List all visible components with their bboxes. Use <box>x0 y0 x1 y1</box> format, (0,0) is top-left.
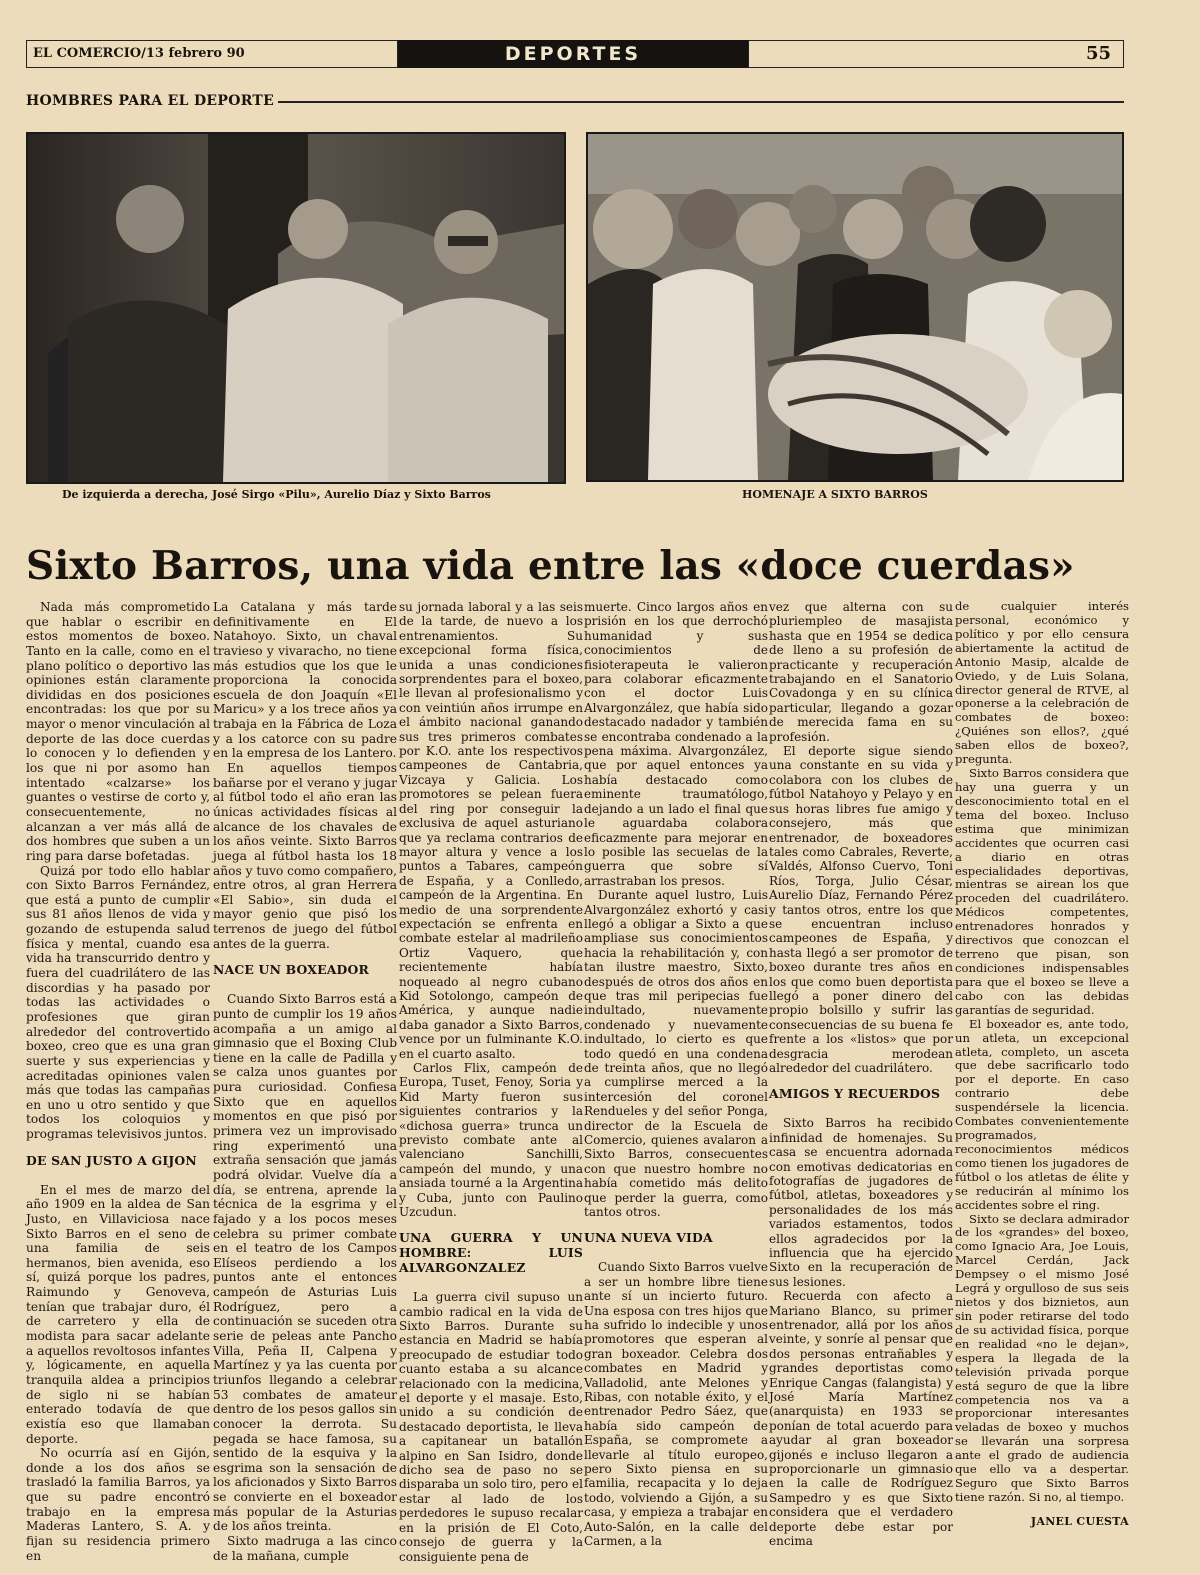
section-title: HOMBRES PARA EL DEPORTE <box>26 92 278 110</box>
paper-date: EL COMERCIO/13 febrero 90 <box>26 40 398 68</box>
paragraph: Nada más comprometido que hablar o escribir en estos momentos de boxeo. Tanto en la calle, como en el plano político o deportivo las opiniones están claramente divididas en dos posiciones encontradas: los que por su mayor o menor vinculación al deporte de las doce cuerdas lo conocen y lo defienden y los que ni por asomo han intentado «calzarse» los guantes o vestirse de corto y, consecuentemente, no alcanzan a ver más allá de dos hombres que suben a un ring para darse bofetadas. <box>26 600 210 863</box>
paragraph: Carlos Flix, campeón de Europa, Tuset, Fenoy, Soria y Kid Marty fueron sus siguientes contrarios y la «dichosa guerra» trunca un previsto combate ante al valenciano Sanchilli, campeón del mundo, y una ansiada tourné a la Argentina y Cuba, junto con Paulino Uzcudun. <box>399 1061 583 1220</box>
paragraph: La guerra civil supuso un cambio radical en la vida de Sixto Barros. Durante su estancia en Madrid se había preocupado de estudiar todo cuanto estaba a su alcance relacionado con la medicina, el deporte y el masaje. Esto, unido a su condición de destacado deportista, le lleva a capitanear un batallón alpino en San Isidro, donde dicho sea de paso no se disparaba un solo tiro, pero el estar al lado de los perdedores le supuso recalar en la prisión de El Coto, consejo de guerra y la consiguiente pena de <box>399 1290 583 1564</box>
photo-three-men <box>26 132 566 484</box>
subheading: NACE UN BOXEADOR <box>213 962 369 978</box>
page-number: 55 <box>748 40 1124 68</box>
paragraph: En aquellos tiempos bañarse por el verano y jugar al fútbol todo el año eran las únicas actividades físicas al alcance de los chavales de los años veinte. Sixto Barros juega al fútbol hasta los 18 años y tuvo como compañero, entre otros, al gran Herrera «El Sabio», sin duda el mayor genio que pisó los terrenos de juego del fútbol antes de la guerra. <box>213 761 398 951</box>
paragraph: Sixto Barros ha recibido infinidad de homenajes. Su casa se encuentra adornada con emotivas dedicatorias en fotografías de jugadores de fútbol, atletas, boxeadores y personalidades de los más variados estamentos, todos ellos agradecidos por la influencia que ha ejercido Sixto en la recuperación de sus lesiones. <box>769 1116 953 1289</box>
paragraph: de cualquier interés personal, económico y político y por ello censura abiertamente la actitud de Antonio Masip, alcalde de Oviedo, y de Luis Solana, director general de RTVE, al oponerse a la celebración de combates de boxeo: ¿Quiénes son ellos?, ¿qué saben ellos de boxeo?, pregunta. <box>955 599 1129 767</box>
paragraph: Quizá por todo ello hablar con Sixto Barros Fernández, que está a punto de cumplir sus 81 años llenos de vida y gozando de estupenda salud física y mental, cuando esa vida ha transcurrido dentro y fuera del cuadrilátero de las discordias y ha pasado por todas las actividades o profesiones que giran alrededor del controvertido boxeo, creo que es una gran suerte y sus experiencias y acreditadas opiniones valen más que todas las campañas en uno u otro sentido y que todos los coloquios y programas televisivos juntos. <box>26 863 210 1142</box>
article-column-6 <box>955 600 1129 1529</box>
paragraph: El boxeador es, ante todo, un atleta, un excepcional atleta, completo, un asceta que debe sacrificarlo todo por el deporte. En caso contrario debe suspendérsele la licencia. Combates convenientemente programados, reconocimientos médicos como tienen los jugadores de fútbol o los atletas de élite y se reducirán al mínimo los accidentes sobre el ring. <box>955 1016 1129 1212</box>
photo-three-men-image <box>28 134 564 482</box>
article-headline: Sixto Barros, una vida entre las «doce cuerdas» <box>26 543 1075 589</box>
paragraph: muerte. Cinco largos años en prisión en los que derrochó humanidad y sus conocimientos de fisioterapeuta le valieron para colaborar eficazmente con el doctor Luis Alvargonzález, que había sido destacado nadador y también se encontraba condenado a la pena máxima. Alvargonzález, que por aquel entonces ya había destacado como eminente traumatólogo, dejando a un lado el final que le aguardaba colabora eficazmente para mejorar en lo posible las secuelas de la guerra que sobre sí arrastraban los presos. <box>584 600 768 888</box>
caption-right: HOMENAJE A SIXTO BARROS <box>742 488 928 501</box>
section-banner: DEPORTES <box>398 40 748 68</box>
article-column-2 <box>213 600 397 1563</box>
paragraph: Sixto Barros considera que hay una guerra y un desconocimiento total en el tema del boxeo. Incluso estima que minimizan accidentes que ocurren casi a diario en otras especialidades deportivas, mientras se airean los que proceden del cuadrilátero. Médicos competentes, entrenadores honrados y directivos que conozcan el terreno que pisan, son condiciones indispensables para que el boxeo se lleve a cabo con las debidas garantías de seguridad. <box>955 766 1129 1017</box>
subheading: UNA GUERRA Y UN HOMBRE: LUIS ALVARGONZALEZ <box>399 1230 583 1276</box>
paragraph: Sixto madruga a las cinco de la mañana, cumple <box>213 1533 397 1563</box>
article-column-4 <box>584 600 768 1549</box>
paragraph: En el mes de marzo del año 1909 en la aldea de San Justo, en Villaviciosa nace Sixto Barros en el seno de una familia de seis hermanos, bien avenida, eso sí, quizá porque los padres, Raimundo y Genoveva, tenían que trabajar duro, él de carretero y ella de modista para sacar adelante a aquellos revoltosos infantes y, lógicamente, en aquella tranquila aldea a principios de siglo ni se habían enterado todavía de que existía eso que llamaban deporte. <box>26 1182 210 1446</box>
paragraph: Durante aquel lustro, Luis Alvargonzález exhortó y casi llegó a obligar a Sixto a que ampliase sus conocimientos hacia la rehabilitación y, con tan ilustre maestro, Sixto, después de otros dos años en que tras mil peripecias fue indultado, nuevamente condenado y nuevamente indultado, lo cierto es que todo quedó en una condena de treinta años, que no llegó a cumplirse merced a la intercesión del coronel Rendueles y del señor Ponga, director de la Escuela de Comercio, quienes avalaron a Sixto Barros, consecuentes con que nuestro hombre no había cometido más delito que perder la guerra, como tantos otros. <box>584 888 768 1220</box>
paragraph: Sixto se declara admirador de los «grandes» del boxeo, como Ignacio Ara, Joe Louis, Marcel Cerdán, Jack Dempsey o el mismo José Legrá y orgulloso de sus seis nietos y dos biznietos, aun sin poder retirarse del todo de su actividad física, porque en realidad «no le dejan», espera la llegada de la televisión privada porque está seguro de que la libre competencia nos va a proporcionar interesantes veladas de boxeo y muchos se llevarán una sorpresa ante el grado de audiencia que ello va a despertar. Seguro que Sixto Barros tiene razón. Si no, al tiempo. <box>955 1211 1129 1504</box>
photo-homenaje-image <box>588 134 1122 480</box>
byline: JANEL CUESTA <box>1030 1514 1129 1528</box>
paragraph: su jornada laboral y a las seis de la tarde, de nuevo a los entrenamientos. Su excepcional forma física, unida a unas condiciones sorprendentes para el boxeo, le llevan al profesionalismo y con veintiún años irrumpe en el ámbito nacional ganando sus tres primeros combates por K.O. ante los respectivos campeones de Cantabria, Vizcaya y Galicia. Los promotores se pelean fuera del ring por conseguir la exclusiva de aquel asturiano que ya reclama contrarios de mayor altura y vence a los puntos a Tabares, campeón de España, y a Conlledo, campeón de la Argentina. En medio de una sorprendente expectación se enfrenta en combate estelar al madrileño Ortiz Vaquero, que recientemente había noqueado al negro cubano Kid Sotolongo, campeón de América, y aunque nadie daba ganador a Sixto Barros, vence por un fulminante K.O. en el cuarto asalto. <box>399 600 583 1061</box>
subheading: DE SAN JUSTO A GIJON <box>26 1152 197 1168</box>
paragraph: Cuando Sixto Barros vuelve a ser un hombre libre tiene ante sí un incierto futuro. Una esposa con tres hijos que ha sufrido lo indecible y unos promotores que esperan al gran boxeador. Celebra dos combates en Madrid y Valladolid, ante Melones y Ribas, con notable éxito, y el entrenador Pedro Sáez, que había sido campeón de España, se compromete a llevarle al título europeo, pero Sixto piensa en su familia, recapacita y lo deja todo, volviendo a Gijón, a su casa, y empieza a trabajar en Auto-Salón, en la calle del Carmen, a la <box>584 1260 768 1549</box>
paragraph: Cuando Sixto Barros está a punto de cumplir los 19 años acompaña a un amigo al gimnasio que el Boxing Club tiene en la calle de Padilla y se calza unos guantes por pura curiosidad. Confiesa Sixto que en aquellos momentos en que pisó por primera vez un improvisado ring experimentó una extraña sensación que jamás podrá olvidar. Vuelve día a día, se entrena, aprende la técnica de la esgrima y el fajado y a los pocos meses celebra su primer combate en el teatro de los Campos Elíseos perdiendo a los puntos ante el entonces campeón de Asturias Luis Rodríguez, pero a continuación se suceden otra serie de peleas ante Pancho Villa, Peña II, Calpena y Martínez y ya las cuenta por triunfos llegando a celebrar 53 combates de amateur dentro de los pesos gallos sin conocer la derrota. Su pegada se hace famosa, su sentido de la esquiva y la esgrima son la sensación de los aficionados y Sixto Barros se convierte en el boxeador más popular de la Asturias de los años treinta. <box>213 992 397 1534</box>
paragraph: La Catalana y más tarde definitivamente en El Natahoyo. Sixto, un chaval travieso y vivaracho, no tiene más estudios que los que le proporciona la conocida escuela de don Joaquín «El Maricu» y a los trece años ya trabaja en la Fábrica de Loza y a los catorce con su padre en la empresa de los Lantero. <box>213 600 397 761</box>
article-column-5 <box>769 600 953 1549</box>
page-header <box>26 40 1124 70</box>
subheading: AMIGOS Y RECUERDOS <box>769 1086 941 1102</box>
subheading: UNA NUEVA VIDA <box>584 1230 713 1246</box>
article-column-1 <box>26 600 210 1563</box>
paragraph: vez que alterna con su pluriempleo de masajista hasta que en 1954 se dedica de lleno a su profesión de practicante y recuperación trabajando en el Sanatorio Covadonga y en su clínica particular, llegando a gozar de merecida fama en su profesión. <box>769 600 953 744</box>
paragraph: No ocurría así en Gijón, donde a los dos años se trasladó la familia Barros, ya que su padre encontró trabajo en la empresa Maderas Lantero, S. A. y fijan su residencia primero en <box>26 1446 210 1563</box>
caption-left: De izquierda a derecha, José Sirgo «Pilu», Aurelio Díaz y Sixto Barros <box>62 488 491 501</box>
paragraph: Recuerda con afecto a Mariano Blanco, su primer entrenador, allá por los años veinte, y sonríe al pensar que dos personas entrañables y grandes deportistas como Enrique Cangas (falangista) y José María Martínez (anarquista) en 1933 se ponían de total acuerdo para ayudar al gran boxeador gijonés e incluso llegaron a proporcionarle un gimnasio en la calle de Rodríguez Sampedro y es que Sixto considera que el verdadero deporte debe estar por encima <box>769 1289 953 1549</box>
paragraph: El deporte sigue siendo una constante en su vida y colabora con los clubes de fútbol Natahoyo y Pelayo y en sus horas libres fue amigo y consejero, más que entrenador, de boxeadores tales como Cabrales, Reverte, Valdés, Alfonso Cuervo, Toni Ríos, Torga, Julio César, Aurelio Díaz, Fernando Pérez y tantos otros, entre los que se encuentran incluso campeones de España, y hasta llegó a ser promotor de boxeo durante tres años en los que como buen deportista llegó a poner dinero del propio bolsillo y sufrir las consecuencias de su buena fe frente a los «listos» que por desgracia merodean alrededor del cuadrilátero. <box>769 744 953 1075</box>
photo-homenaje <box>586 132 1124 482</box>
article-column-3 <box>399 600 583 1564</box>
section-heading <box>26 92 1124 112</box>
